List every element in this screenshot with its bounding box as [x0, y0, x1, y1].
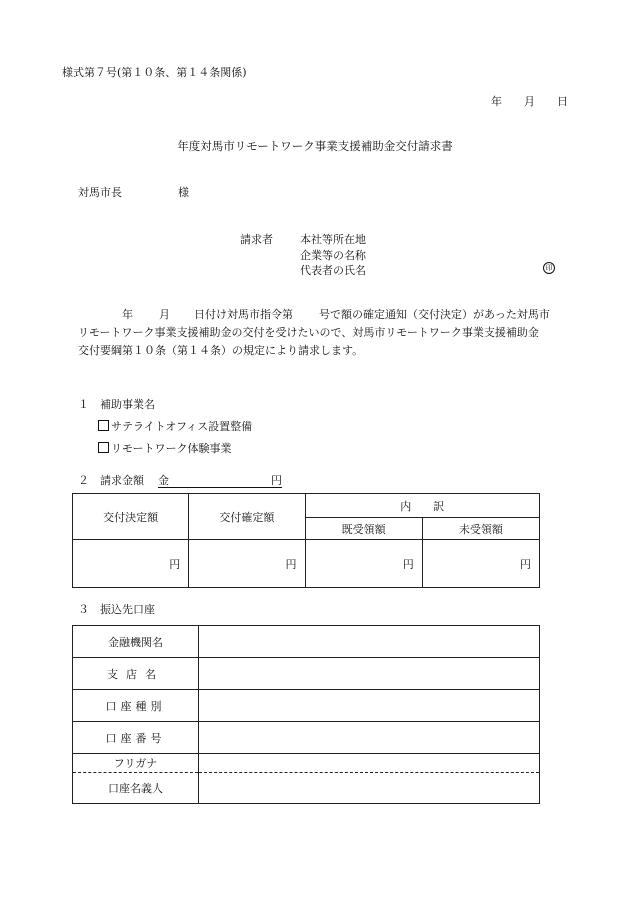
- option-satellite-office-label: サテライトオフィス設置整備: [111, 420, 253, 433]
- statement-line-1-end: 号で額の確定通知（交付決定）があった対馬市: [319, 308, 550, 321]
- section-2-title: 請求金額: [100, 474, 144, 487]
- received-amount-cell[interactable]: 円: [305, 540, 422, 588]
- checkbox-satellite-office[interactable]: [98, 420, 109, 431]
- label-account-holder: 口座名義人: [73, 773, 199, 804]
- option-remote-work-experience-label: リモートワーク体験事業: [111, 442, 232, 455]
- header-breakdown: 内 訳: [305, 494, 540, 518]
- seal-icon: 印: [543, 262, 555, 274]
- bank-name-field[interactable]: [199, 626, 540, 658]
- option-remote-work-experience[interactable]: [98, 442, 232, 455]
- section-3-number: ３: [78, 603, 89, 616]
- account-number-field[interactable]: [199, 722, 540, 754]
- statement-line-1: [78, 306, 554, 324]
- decision-amount-cell[interactable]: 円: [73, 540, 189, 588]
- request-statement: [78, 306, 554, 360]
- amount-table: [72, 493, 540, 588]
- header-unreceived-amount: 未受領額: [422, 518, 539, 540]
- statement-line-1-text: 日付け対馬市指令第: [194, 308, 293, 321]
- account-type-field[interactable]: [199, 690, 540, 722]
- label-account-number: 口座番号: [73, 722, 199, 754]
- statement-line-2: リモートワーク事業支援補助金の交付を受けたいので、対馬市リモートワーク事業支援補助金: [78, 326, 539, 339]
- claimant-label: 請求者: [240, 233, 273, 246]
- header-confirmed-amount: 交付確定額: [189, 494, 305, 540]
- section-1-heading: [78, 398, 155, 411]
- section-1-number: １: [78, 398, 89, 411]
- amount-unit: 円: [271, 474, 282, 487]
- label-branch: 支店名: [73, 658, 199, 690]
- date-day: 日: [557, 95, 568, 108]
- section-3-title: 振込先口座: [100, 603, 155, 616]
- section-2-number: ２: [78, 474, 89, 487]
- checkbox-remote-work-experience[interactable]: [98, 442, 109, 453]
- account-holder-field[interactable]: [199, 773, 540, 804]
- section-1-title: 補助事業名: [100, 398, 155, 411]
- address-label: 本社等所在地: [300, 233, 366, 246]
- branch-field[interactable]: [199, 658, 540, 690]
- section-3-heading: [78, 603, 155, 616]
- statement-line-3: 交付要綱第１０条（第１４条）の規定により請求します。: [78, 344, 364, 357]
- document-title: 年度対馬市リモートワーク事業支援補助金交付請求書: [177, 139, 453, 153]
- representative-label: 代表者の氏名: [300, 264, 366, 277]
- amount-prefix: 金: [158, 474, 169, 487]
- company-name-label: 企業等の名称: [300, 248, 366, 262]
- form-number: 様式第７号(第１０条、第１４条関係): [62, 66, 247, 79]
- header-received-amount: 既受領額: [305, 518, 422, 540]
- addressee-name: 対馬市長: [78, 186, 122, 199]
- label-furigana: フリガナ: [73, 754, 199, 773]
- header-decision-amount: 交付決定額: [73, 494, 189, 540]
- date-year: 年: [491, 95, 502, 108]
- label-bank-name: 金融機関名: [73, 626, 199, 658]
- date-line: [491, 95, 568, 108]
- confirmed-amount-cell[interactable]: 円: [189, 540, 305, 588]
- unreceived-amount-cell[interactable]: 円: [422, 540, 539, 588]
- option-satellite-office[interactable]: [98, 420, 252, 433]
- furigana-field[interactable]: [199, 754, 540, 773]
- addressee-honorific: 様: [178, 186, 189, 199]
- statement-month: 月: [159, 308, 170, 321]
- addressee: [78, 186, 189, 199]
- label-account-type: 口座種別: [73, 690, 199, 722]
- statement-year: 年: [122, 308, 133, 321]
- bank-account-table: [72, 625, 540, 804]
- claimant-fields: [300, 233, 366, 280]
- request-amount-field[interactable]: [158, 474, 282, 488]
- date-month: 月: [524, 95, 535, 108]
- section-2-heading: [78, 474, 282, 488]
